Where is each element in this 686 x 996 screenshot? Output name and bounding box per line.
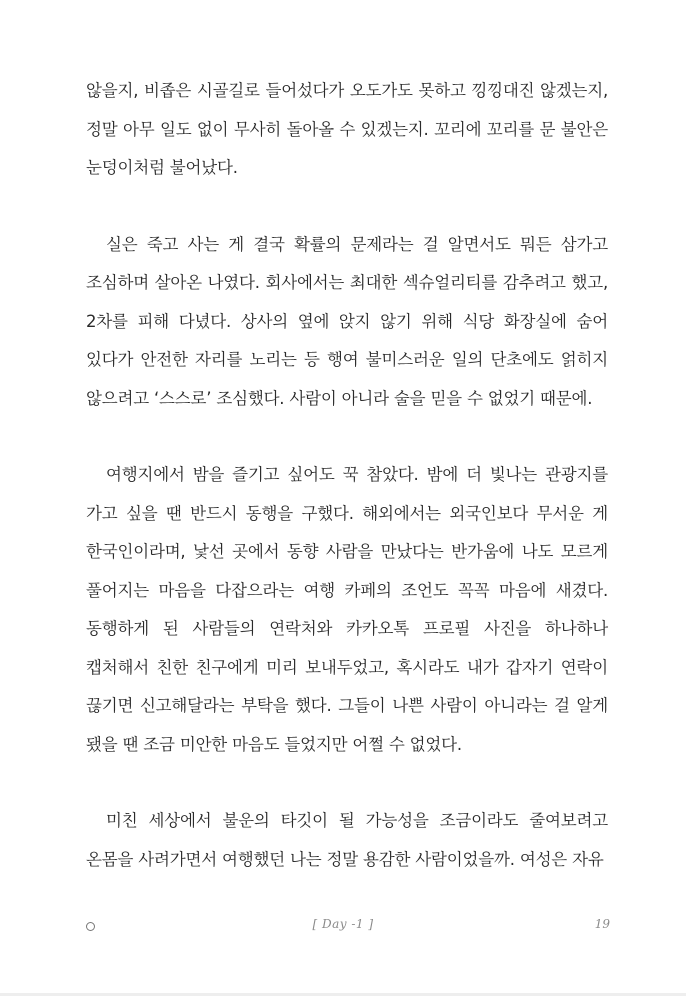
paragraph-gap [86,764,608,802]
paragraph-gap [86,188,608,226]
paragraph-gap [86,418,608,456]
body-text [86,72,608,879]
chapter-label: [ Day -1 ] [312,917,374,931]
page-number: 19 [594,917,610,931]
paragraph: 실은 죽고 사는 게 결국 확률의 문제라는 걸 알면서도 뭐든 삼가고 조심하며 살아온 나였다. 회사에서는 최대한 섹슈얼리티를 감추려고 했고, 2차를 피해 다녔다. 상사의 옆에 앉지 않기 위해 식당 화장실에 숨어 있다가 안전한 자리를 노리는 등 행여 불미스러운 일의 단초에도 얽히지 않으려고 ‘스스로’ 조심했다. 사람이 아니라 술을 믿을 수 없었기 때문에. [86,234,608,408]
paragraph: 미친 세상에서 불운의 타깃이 될 가능성을 조금이라도 줄여보려고 온몸을 사려가면서 여행했던 나는 정말 용감한 사람이었을까. 여성은 자유 [86,811,608,869]
paragraph-continuation: 않을지, 비좁은 시골길로 들어섰다가 오도가도 못하고 낑낑대진 않겠는지, 정말 아무 일도 없이 무사히 돌아올 수 있겠는지. 꼬리에 꼬리를 문 불안은 눈덩이처럼 불어났다. [86,81,608,177]
paragraph: 여행지에서 밤을 즐기고 싶어도 꾹 참았다. 밤에 더 빛나는 관광지를 가고 싶을 땐 반드시 동행을 구했다. 해외에서는 외국인보다 무서운 게 한국인이라며, 낯선 곳에서 동향 사람을 만났다는 반가움에 나도 모르게 풀어지는 마음을 다잡으라는 여행 카페의 조언도 꼭꼭 마음에 새겼다. 동행하게 된 사람들의 연락처와 카카오톡 프로필 사진을 하나하나 캡처해서 친한 친구에게 미리 보내두었고, 혹시라도 내가 갑자기 연락이 끊기면 신고해달라는 부탁을 했다. 그들이 나쁜 사람이 아니라는 걸 알게 됐을 땐 조금 미안한 마음도 들었지만 어쩔 수 없었다. [86,465,608,754]
page-footer [0,914,686,938]
